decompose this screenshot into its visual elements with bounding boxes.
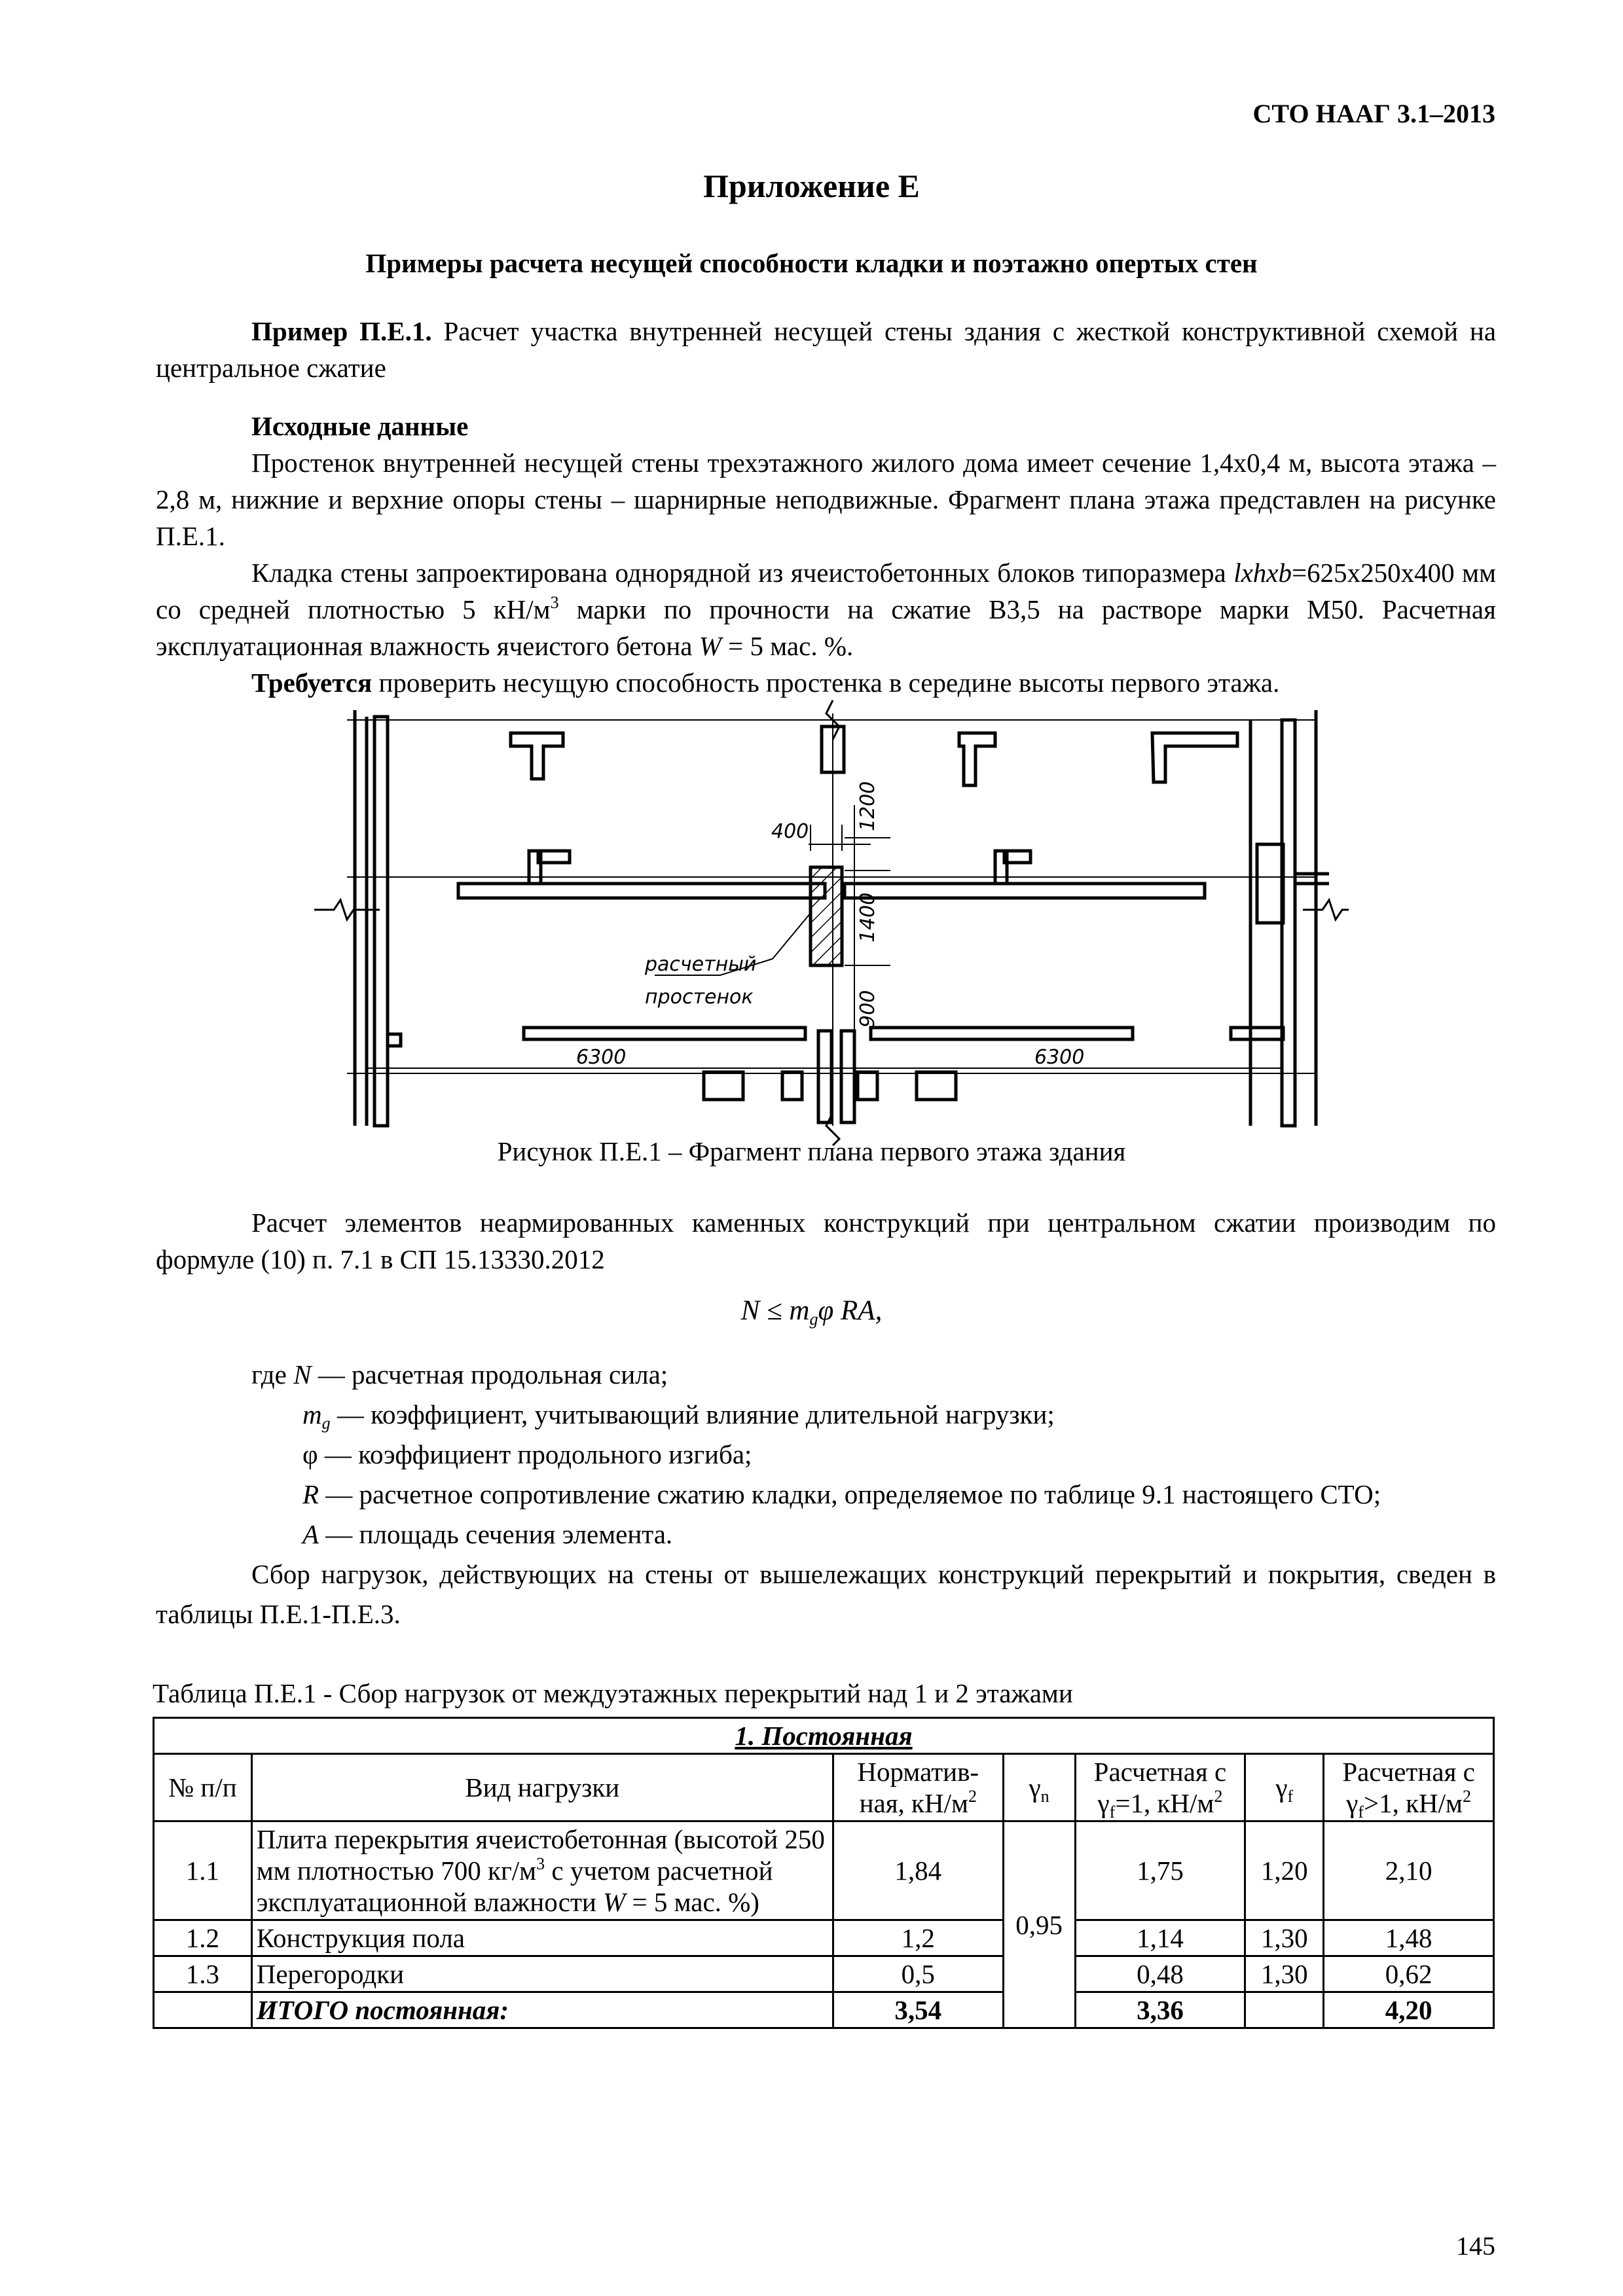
formula-part-a: N ≤ m: [740, 1295, 810, 1326]
table-row: [154, 1956, 1494, 1992]
def-a: A — площадь сечения элемента.: [302, 1519, 673, 1549]
def-mg: $m_g$ — коэффициент, учитывающий влияние длительной нагрузки;: [302, 1399, 1055, 1433]
table-header-row: [154, 1754, 1494, 1821]
dim-1400: 1400: [856, 892, 879, 942]
header-gamma-f: $\gamma_f$: [1245, 1754, 1324, 1821]
formula-part-b: φ RA,: [818, 1295, 883, 1326]
gamma-n-value: 0,95: [1003, 1821, 1075, 2028]
initial-paragraph-1: Простенок внутренней несущей стены трехэтажного жилого дома имеет сечение 1,4х0,4 м, высота этажа – 2,8 м, нижние и верхние опоры стены – шарнирные неподвижные. Фрагмент плана этажа представлен на рисунке П.Е.1.: [156, 448, 1496, 551]
table-row: [154, 1821, 1494, 1920]
row-calc2: 0,62: [1324, 1956, 1494, 1992]
total-num-empty: [154, 1992, 252, 2028]
total-calc1: 3,36: [1075, 1992, 1245, 2028]
row-calc2: 2,10: [1324, 1821, 1494, 1920]
p2-part-c: марки по прочности на сжатие В3,5 на растворе марки М50. Расчетная эксплуатационная влажность ячеистого бетона: [156, 594, 1496, 661]
def-phi: φ — коэффициент продольного изгиба;: [302, 1439, 752, 1469]
row-calc1: 1,75: [1075, 1821, 1245, 1920]
dim-6300-left: 6300: [576, 1046, 627, 1069]
humidity-symbol: W: [699, 631, 721, 661]
row-num: 1.3: [154, 1956, 252, 1992]
row-num: 1.2: [154, 1920, 252, 1956]
header-kind: Вид нагрузки: [251, 1754, 833, 1821]
row-gamma-f: 1,30: [1245, 1920, 1324, 1956]
initial-data-heading-text: Исходные данные: [251, 411, 469, 441]
design-pier: [811, 867, 842, 965]
p2-part-b: =625х250х400 мм со средней плотностью 5 кН/м: [156, 558, 1497, 624]
main-formula: [0, 1295, 1623, 1327]
header-calc2: Расчетная с $\gamma_f>1$, $кН/м^2$: [1324, 1754, 1494, 1821]
row-gamma-f: 1,20: [1245, 1821, 1324, 1920]
appendix-subtitle: Примеры расчета несущей способности кладки и поэтажно опертых стен: [365, 248, 1258, 278]
p2-part-a: Кладка стены запроектирована однорядной из ячеистобетонных блоков типоразмера: [251, 558, 1234, 588]
header-norm: Норматив- ная, $кН/м^2$: [833, 1754, 1003, 1821]
section-title: 1. Постоянная: [154, 1718, 1494, 1754]
document-code: СТО НААГ 3.1–2013: [1252, 99, 1495, 128]
row-desc: Конструкция пола: [251, 1920, 833, 1956]
example-text: Расчет участка внутренней несущей стены здания с жесткой конструктивной схемой на центральное сжатие: [156, 316, 1497, 383]
row-desc: Перегородки: [251, 1956, 833, 1992]
formula-sub: g: [809, 1310, 818, 1329]
pier-label-line1: расчетный: [645, 953, 757, 976]
loads-paragraph: Сбор нагрузок, действующих на стены от вышележащих конструкций перекрытий и покрытия, сведен в таблицы П.Е.1-П.Е.3.: [156, 1559, 1496, 1629]
example-label: Пример П.Е.1.: [251, 316, 432, 346]
p2-part-d: = 5 мас. %.: [721, 631, 854, 661]
dim-1200: 1200: [856, 781, 879, 831]
table-total-row: [154, 1992, 1494, 2028]
row-desc: Плита перекрытия ячеистобетонная (высотой 250 мм плотностью 700 $кг/м^3$ с учетом расчетной эксплуатационной влажности W = 5 мас. %): [251, 1821, 833, 1920]
cube-superscript: 3: [550, 593, 559, 612]
total-gamma-f-empty: [1245, 1992, 1324, 2028]
row-norm: 0,5: [833, 1956, 1003, 1992]
dim-900: 900: [856, 990, 879, 1028]
header-gamma-n: $\gamma_n$: [1003, 1754, 1075, 1821]
formula-definitions: [156, 1355, 1496, 1634]
figure-caption: Рисунок П.Е.1 – Фрагмент плана первого этажа здания: [497, 1136, 1126, 1166]
pier-label-line2: простенок: [645, 986, 754, 1009]
header-num: № п/п: [154, 1754, 252, 1821]
requirement-text: проверить несущую способность простенка в середине высоты первого этажа.: [372, 668, 1280, 698]
calc-intro: Расчет элементов неармированных каменных конструкций при центральном сжатии производим по формуле (10) п. 7.1 в СП 15.13330.2012: [156, 1208, 1496, 1274]
table-section-row: [154, 1718, 1494, 1754]
appendix-title: Приложение Е: [703, 168, 920, 204]
block-dimension-symbol: lxhxb: [1233, 558, 1292, 588]
requirement-label: Требуется: [251, 668, 373, 698]
row-norm: 1,2: [833, 1920, 1003, 1956]
def-n: где N — расчетная продольная сила;: [251, 1359, 668, 1390]
total-calc2: 4,20: [1324, 1992, 1494, 2028]
total-norm: 3,54: [833, 1992, 1003, 2028]
table-caption: Таблица П.Е.1 - Сбор нагрузок от междуэтажных перекрытий над 1 и 2 этажами: [153, 1678, 1073, 1708]
row-calc2: 1,48: [1324, 1920, 1494, 1956]
page-number: 145: [1456, 2231, 1495, 2261]
table-row: [154, 1920, 1494, 1956]
header-calc1: Расчетная с $\gamma_f=1$, $кН/м^2$: [1075, 1754, 1245, 1821]
row-gamma-f: 1,30: [1245, 1956, 1324, 1992]
loads-table: [153, 1717, 1495, 2029]
row-calc1: 1,14: [1075, 1920, 1245, 1956]
total-label: ИТОГО постоянная:: [251, 1992, 833, 2028]
row-num: 1.1: [154, 1821, 252, 1920]
row-calc1: 0,48: [1075, 1956, 1245, 1992]
def-r: R — расчетное сопротивление сжатию кладки, определяемое по таблице 9.1 настоящего СТО;: [302, 1479, 1381, 1509]
dim-6300-right: 6300: [1034, 1046, 1085, 1069]
row-norm: 1,84: [833, 1821, 1003, 1920]
dim-400: 400: [771, 820, 809, 843]
